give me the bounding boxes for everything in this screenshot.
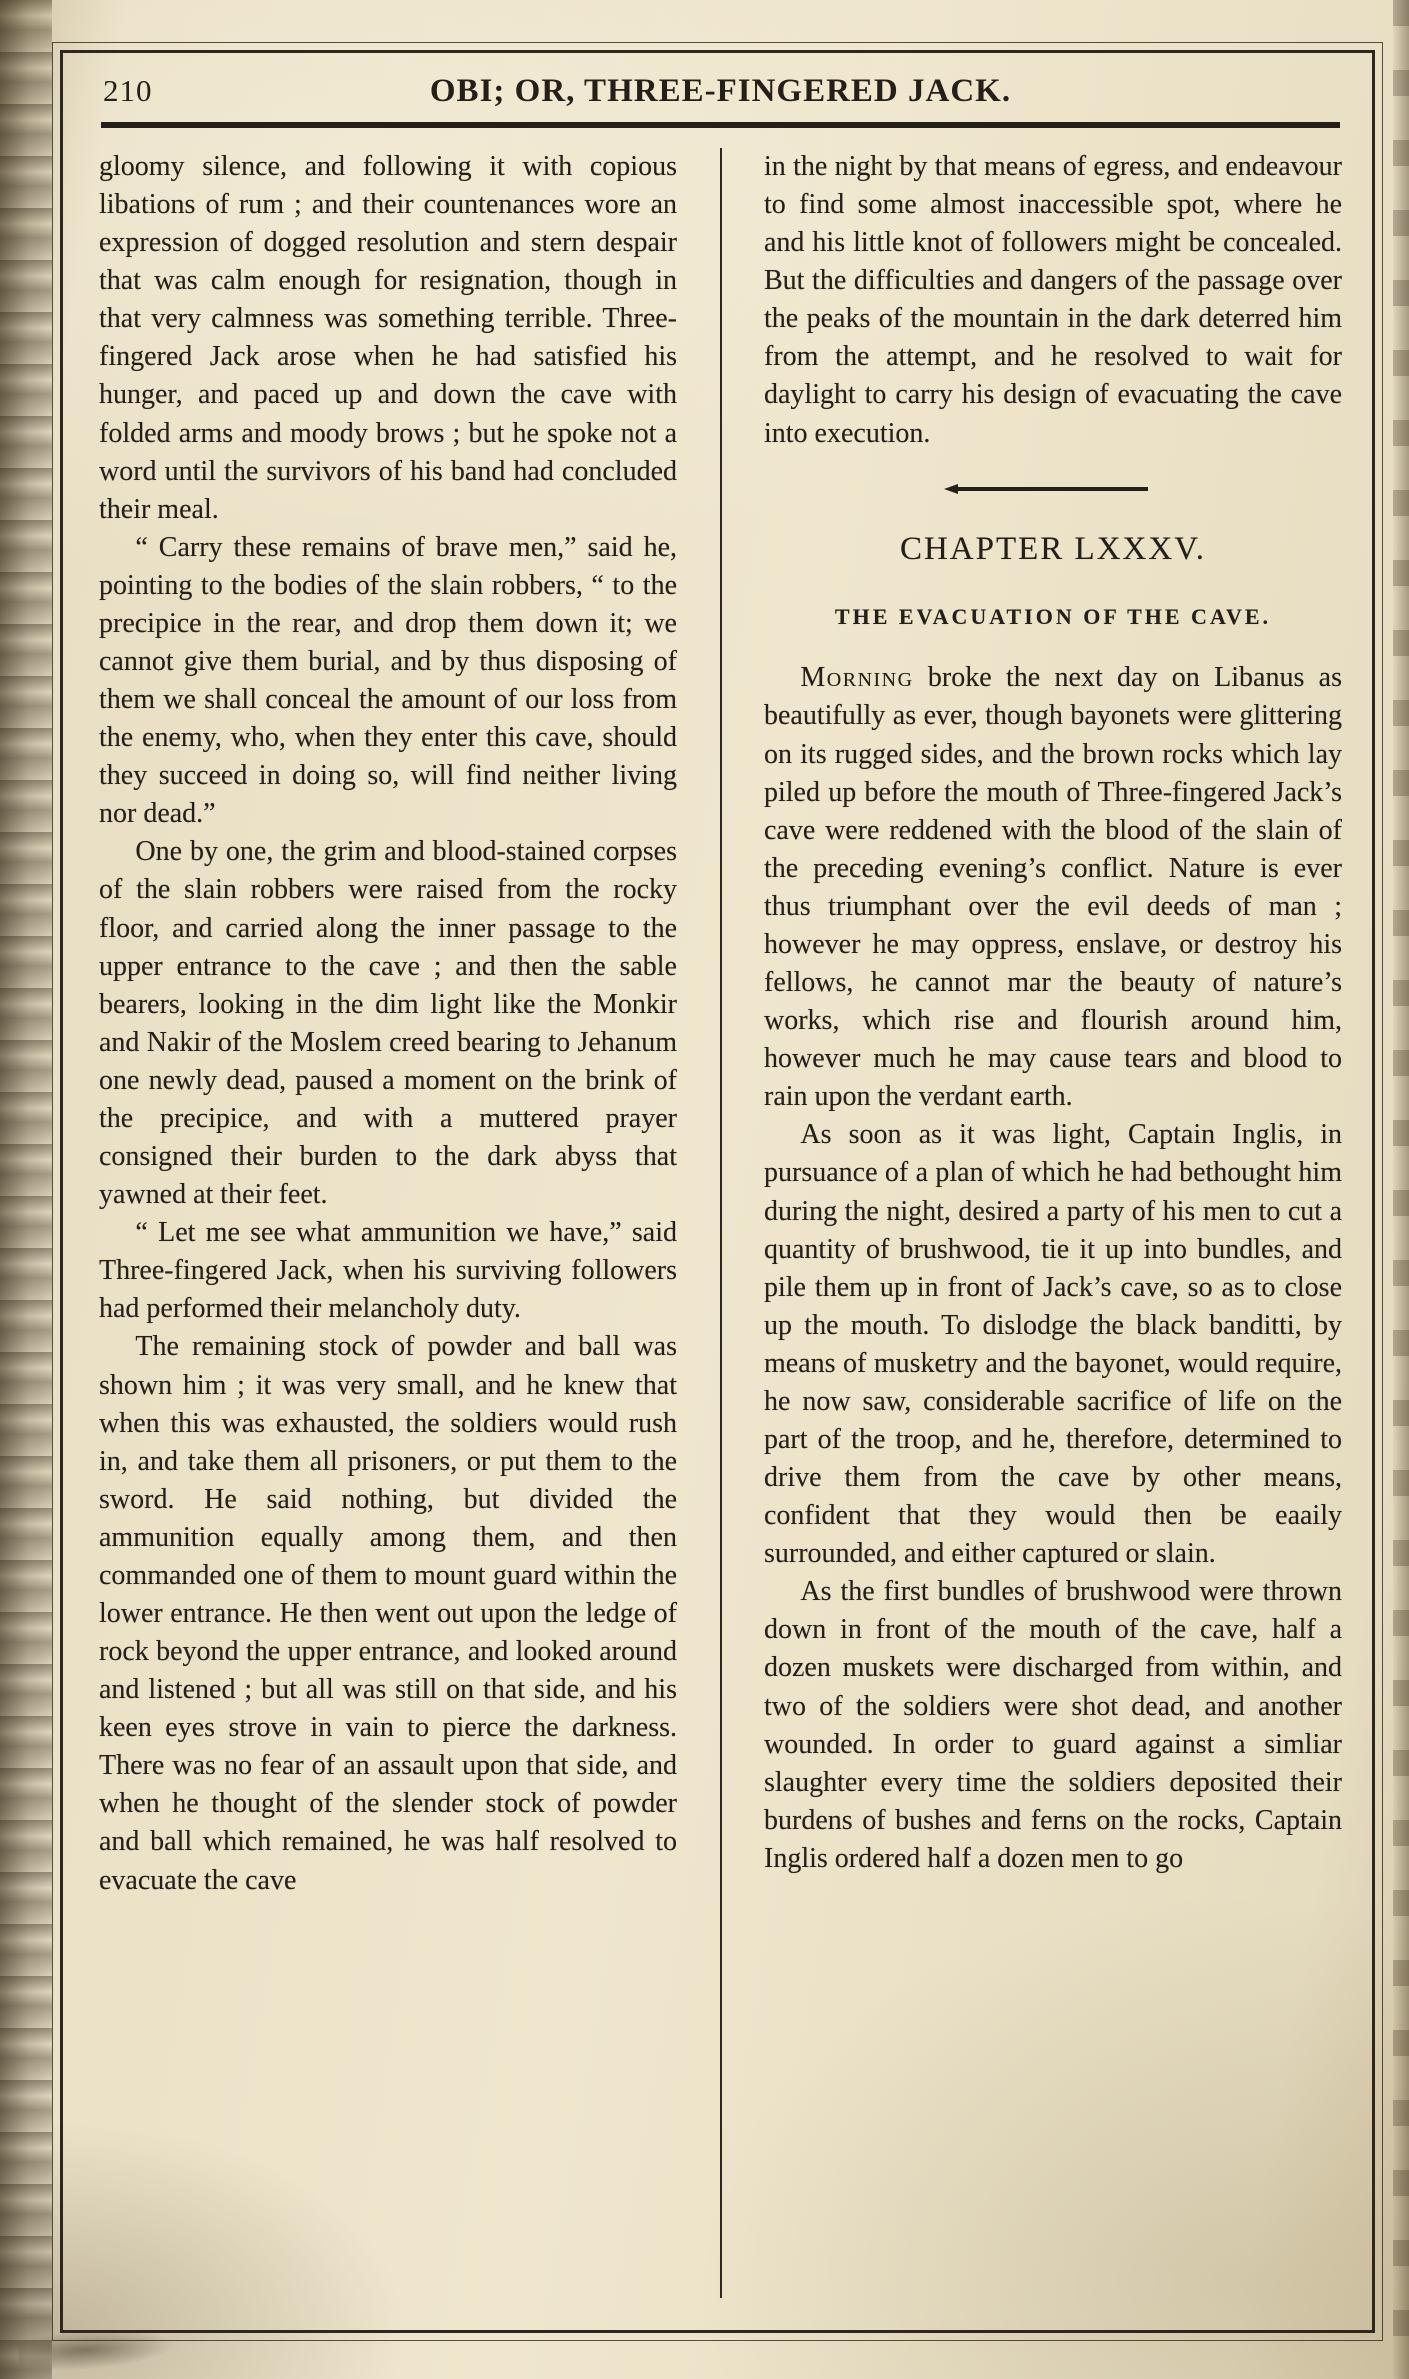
column-divider-rule <box>720 148 722 2298</box>
page-border-frame <box>60 50 1375 2333</box>
paragraph: “ Carry these remains of brave men,” said he, pointing to the bodies of the slain robbers, “ to the precipice in the rear, and drop them down it; we cannot give them burial, and by thus disposing of them we shall conceal the amount of our loss from the enemy, who, when they enter this cave, should they succeed in doing so, will find neither living nor dead.” <box>99 531 677 830</box>
binding-edge-shadow <box>0 0 52 2379</box>
page-number: 210 <box>103 73 153 108</box>
paragraph-text: broke the next day on Libanus as beautifully as ever, though bayonets were glittering on its rugged sides, and the brown rocks which lay piled up before the mouth of Three-fingered Jack’s cave were reddened with the blood of the slain of the preceding evening’s conflict. Nature is ever thus triumphant over the evil deeds of man ; however he may oppress, enslave, or destroy his fellows, he cannot mar the beauty of nature’s works, which rise and flourish around him, however much he may cause tears and blood to rain upon the verdant earth. <box>764 662 1342 1113</box>
page-header <box>99 67 1342 110</box>
paragraph: One by one, the grim and blood-stained corpses of the slain robbers were raised from the rocky floor, and carried along the inner passage to the upper entrance to the cave ; and then the sable bearers, looking in the dim light like the Monkir and Nakir of the Moslem creed bearing to Jehanum one newly dead, paused a moment on the brink of the precipice, and with a muttered prayer consigned their burden to the dark abyss that yawned at their feet. <box>99 836 677 1211</box>
paragraph: “ Let me see what ammunition we have,” said Three-fingered Jack, when his surviving followers had performed their melancholy duty. <box>99 1217 677 1325</box>
paragraph: gloomy silence, and following it with copious libations of rum ; and their countenances wore an expression of dogged resolution and stern despair that was calm enough for resignation, though in that very calmness was something terrible. Three-fingered Jack arose when he had satisfied his hunger, and paced up and down the cave with folded arms and moody brows ; but he spoke not a word until the survivors of his band had concluded their meal. <box>99 151 677 525</box>
section-divider-rule <box>958 487 1148 491</box>
text-columns <box>99 148 1342 2298</box>
right-page-edge-shadow <box>1393 0 1409 2379</box>
left-column <box>99 148 677 2298</box>
chapter-heading: CHAPTER LXXXV. <box>899 530 1207 567</box>
running-title: OBI; OR, THREE-FINGERED JACK. <box>429 73 1012 109</box>
paragraph: As soon as it was light, Captain Inglis, in pursuance of a plan of which he had bethought him during the night, desired a party of his men to cut a quantity of brushwood, tie it up into bundles, and pile them up in front of Jack’s cave, so as to close up the mouth. To dislodge the black banditti, by means of musketry and the bayonet, would require, he now saw, considerable sacrifice of life on the part of the troop, and he, therefore, determined to drive them from the cave by other means, confident that they would then be eaaily surrounded, and either captured or slain. <box>764 1119 1342 1570</box>
page-content <box>63 53 1372 2330</box>
paragraph <box>764 659 1342 1116</box>
chapter-subheading: THE EVACUATION OF THE CAVE. <box>834 603 1272 629</box>
paragraph: The remaining stock of powder and ball was shown him ; it was very small, and he knew that when this was exhausted, the soldiers would rush in, and take them all prisoners, or put them to the sword. He said nothing, but divided the ammunition equally among them, and then commanded one of them to mount guard within the lower entrance. He then went out upon the ledge of rock beyond the upper entrance, and looked around and listened ; but all was still on that side, and his keen eyes strove in vain to pierce the darkness. There was no fear of an assault upon that side, and when he thought of the slender stock of powder and ball which remained, he was half resolved to evacuate the cave <box>99 1331 677 1896</box>
right-column <box>764 148 1342 2298</box>
paragraph: As the first bundles of brushwood were thrown down in front of the mouth of the cave, half a dozen muskets were discharged from within, and two of the soldiers were shot dead, and another wounded. In order to guard against a simliar slaughter every time the soldiers deposited their burdens of bushes and ferns on the rocks, Captain Inglis ordered half a dozen men to go <box>764 1576 1342 1874</box>
small-caps-lead-word: Morning <box>800 662 914 694</box>
header-rule <box>101 122 1340 128</box>
paragraph: in the night by that means of egress, and endeavour to find some almost inaccessible spot, where he and his little knot of followers might be concealed. But the difficulties and dangers of the passage over the peaks of the mountain in the dark deterred him from the attempt, and he resolved to wait for daylight to carry his design of evacuating the cave into execution. <box>764 151 1342 449</box>
